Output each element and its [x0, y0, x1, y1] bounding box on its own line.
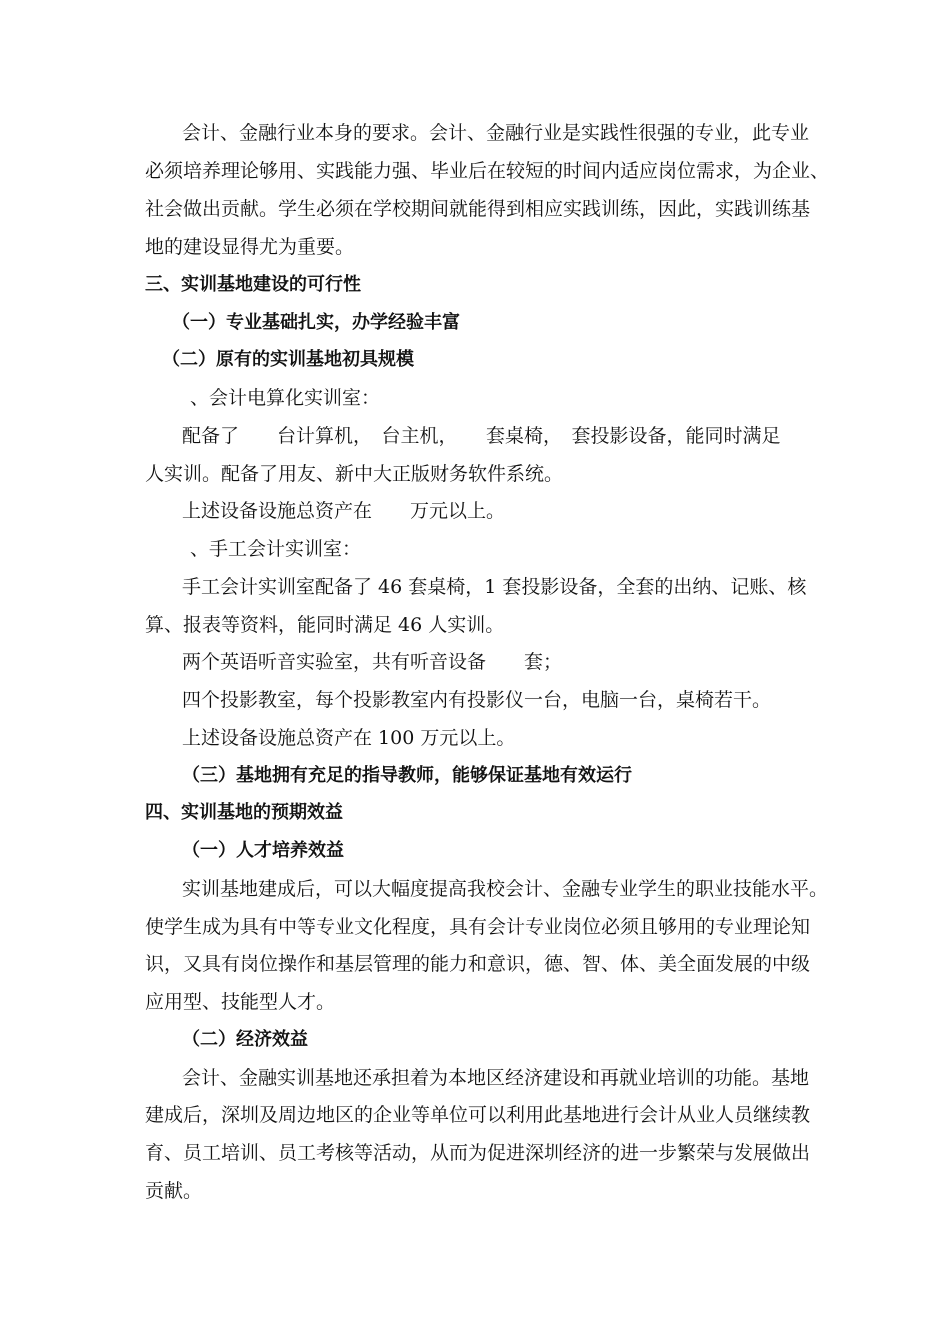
- paragraph-line: 实训基地建成后，可以大幅度提高我校会计、金融专业学生的职业技能水平。: [182, 878, 829, 900]
- paragraph-line: 四个投影教室，每个投影教室内有投影仪一台，电脑一台，桌椅若干。: [182, 689, 772, 711]
- paragraph-line: 地的建设显得尤为重要。: [145, 236, 355, 258]
- paragraph-line: 两个英语听音实验室，共有听音设备 套；: [182, 651, 563, 673]
- paragraph-line: 上述设备设施总资产在 万元以上。: [182, 500, 506, 522]
- paragraph-line: 算、报表等资料，能同时满足 46 人实训。: [145, 614, 505, 636]
- paragraph-line: 会计、金融行业本身的要求。会计、金融行业是实践性很强的专业，此专业: [182, 122, 810, 144]
- subsection-heading: （二）经济效益: [182, 1029, 308, 1050]
- paragraph-line: 必须培养理论够用、实践能力强、毕业后在较短的时间内适应岗位需求，为企业、: [145, 160, 830, 182]
- paragraph-line: 育、员工培训、员工考核等活动，从而为促进深圳经济的进一步繁荣与发展做出: [145, 1142, 811, 1164]
- section-heading-3: 三、实训基地建设的可行性: [145, 274, 361, 295]
- paragraph-line: 使学生成为具有中等专业文化程度，具有会计专业岗位必须且够用的专业理论知: [145, 916, 811, 938]
- paragraph-line: 手工会计实训室配备了 46 套桌椅，1 套投影设备，全套的出纳、记账、核: [182, 576, 807, 598]
- paragraph-line: 上述设备设施总资产在 100 万元以上。: [182, 727, 516, 749]
- list-item-heading: 、会计电算化实训室：: [190, 387, 381, 409]
- list-item-heading: 、手工会计实训室：: [190, 538, 362, 560]
- subsection-heading: （三）基地拥有充足的指导教师，能够保证基地有效运行: [182, 765, 632, 786]
- subsection-heading: （二）原有的实训基地初具规模: [162, 349, 414, 370]
- paragraph-line: 会计、金融实训基地还承担着为本地区经济建设和再就业培训的功能。基地: [182, 1067, 810, 1089]
- paragraph-line: 识，又具有岗位操作和基层管理的能力和意识，德、智、体、美全面发展的中级: [145, 953, 811, 975]
- paragraph-line: 建成后，深圳及周边地区的企业等单位可以利用此基地进行会计从业人员继续教: [145, 1104, 811, 1126]
- section-heading-4: 四、实训基地的预期效益: [145, 802, 343, 823]
- paragraph-line: 应用型、技能型人才。: [145, 991, 336, 1013]
- paragraph-line: 社会做出贡献。学生必须在学校期间就能得到相应实践训练，因此，实践训练基: [145, 198, 811, 220]
- paragraph-line: 配备了 台计算机， 台主机， 套桌椅， 套投影设备，能同时满足: [182, 425, 781, 447]
- paragraph-line: 人实训。配备了用友、新中大正版财务软件系统。: [145, 463, 564, 485]
- subsection-heading: （一）专业基础扎实，办学经验丰富: [172, 312, 460, 333]
- subsection-heading: （一）人才培养效益: [182, 840, 344, 861]
- paragraph-line: 贡献。: [145, 1180, 203, 1202]
